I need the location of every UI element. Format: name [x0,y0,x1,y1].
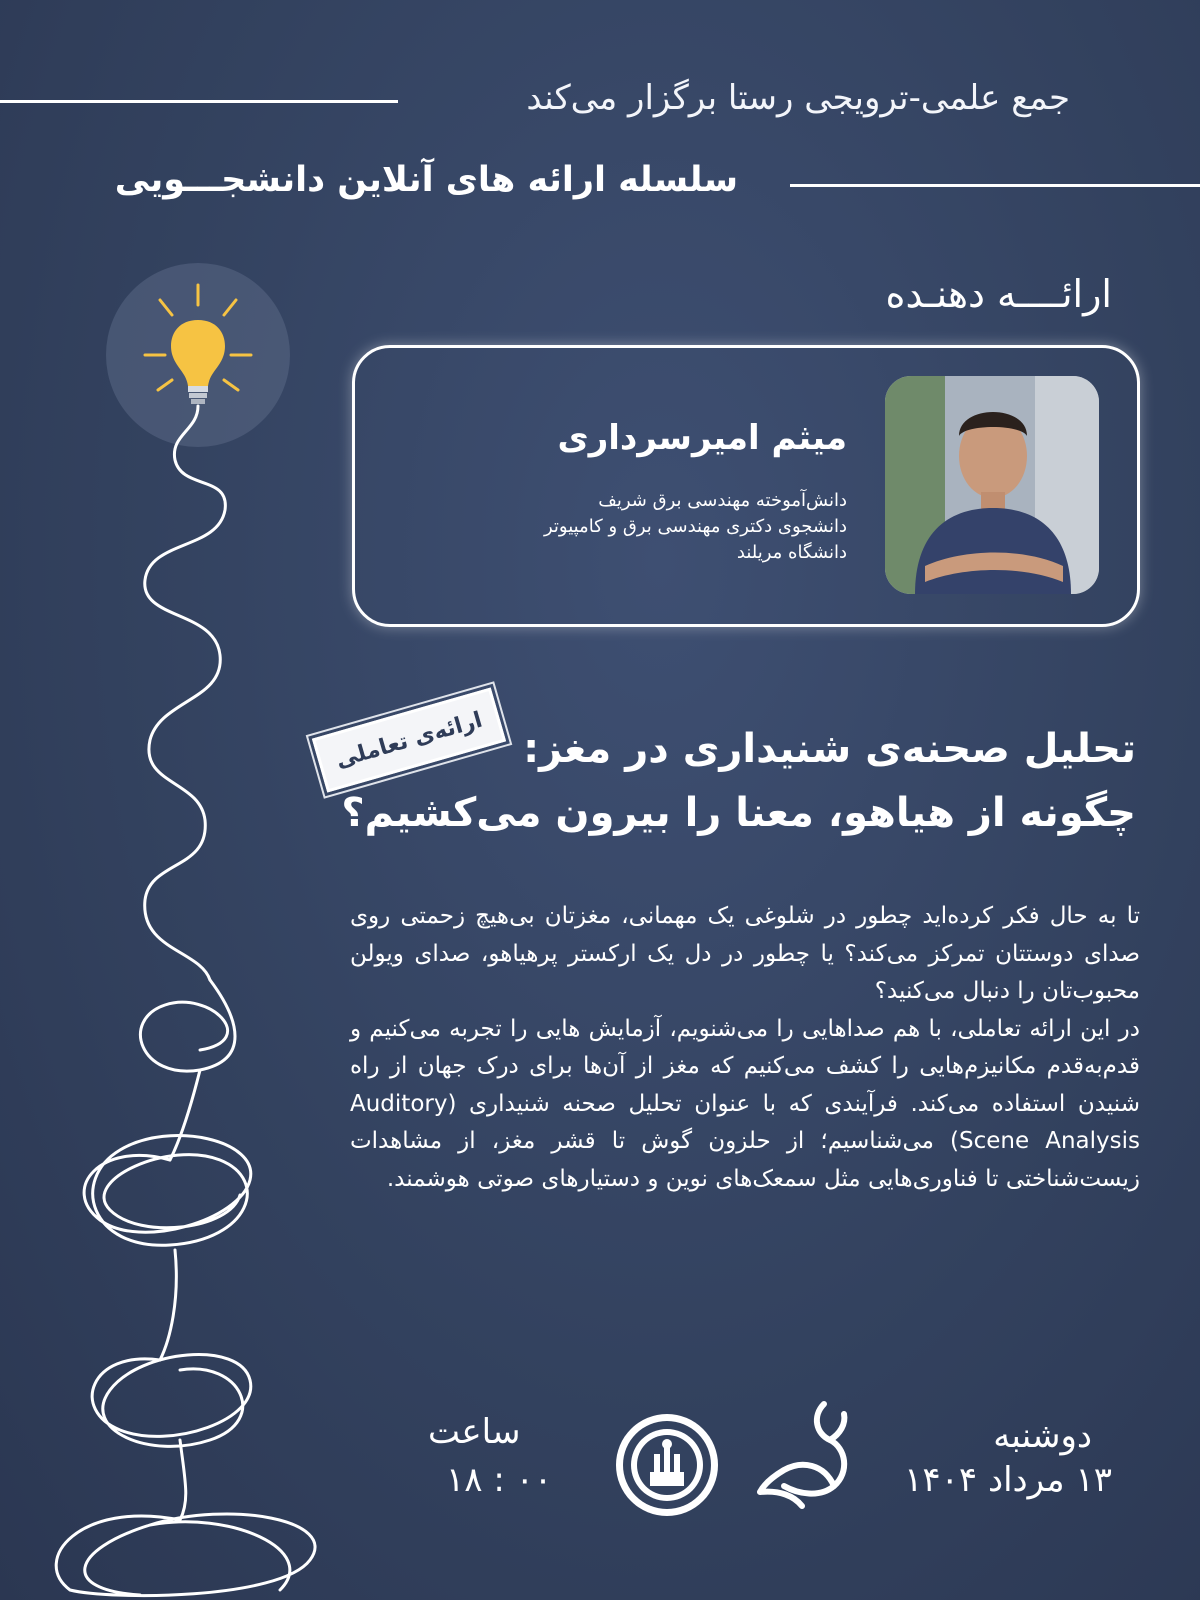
event-time-label: ساعت [428,1412,521,1452]
lightbulb-string-illustration [0,260,360,1600]
description-paragraph: تا به حال فکر کرده‌اید چطور در شلوغی یک مهمانی، مغزتان بی‌هیچ زحمتی روی صدای دوستتان تمرکز می‌کند؟ یا چطور در دل یک ارکستر پرهیاهو، صدای ویولن محبوب‌تان را دنبال می‌کنید؟ [350,903,1140,1004]
event-day: دوشنبه [993,1416,1092,1456]
presenter-label: ارائــــه دهنـده [885,272,1112,316]
rasta-logo-icon [754,1394,866,1512]
person-icon [885,376,1099,594]
presenter-photo [885,376,1099,594]
event-date: ۱۳ مرداد ۱۴۰۴ [904,1460,1112,1500]
presenter-credential: دانشجوی دکتری مهندسی برق و کامپیوتر [543,516,847,537]
series-title: سلسله ارائه های آنلاین دانشجـــویی [114,160,738,200]
interactive-badge: ارائه‌ی تعاملی [312,687,506,792]
event-time: ۱۸ : ۰۰ [446,1460,553,1500]
organizer-text: جمع علمی-ترویجی رستا برگزار می‌کند [526,78,1070,118]
talk-description [350,898,1140,1198]
sharif-university-logo-icon [614,1412,720,1518]
talk-title-line1: تحلیل صحنه‌ی شنیداری در مغز: [523,726,1136,772]
presenter-credential: دانشگاه مریلند [736,542,847,563]
tangled-string [56,406,315,1596]
description-paragraph: در این ارائه تعاملی، با هم صداهایی را می‌شنویم، آزمایش هایی را تجربه می‌کنیم و قدم‌به‌قدم مکانیزم‌هایی را کشف می‌کنیم که مغز از آن‌ها برای درک جهان از راه شنیدن استفاده می‌کند. فرآیندی که با عنوان تحلیل صحنه شنیداری (Auditory Scene Analysis) می‌شناسیم؛ از حلزون گوش تا قشر مغز، از مشاهدات زیست‌شناختی تا فناوری‌هایی مثل سمعک‌های نوین و دستیارهای صوتی هوشمند. [350,1015,1140,1192]
series-divider [790,184,1200,187]
presenter-credential: دانش‌آموخته مهندسی برق شریف [598,490,847,511]
organizer-divider [0,100,398,103]
presenter-card [352,345,1140,627]
talk-title-line2: چگونه از هیاهو، معنا را بیرون می‌کشیم؟ [341,790,1136,836]
presenter-name: میثم امیرسرداری [557,418,847,458]
